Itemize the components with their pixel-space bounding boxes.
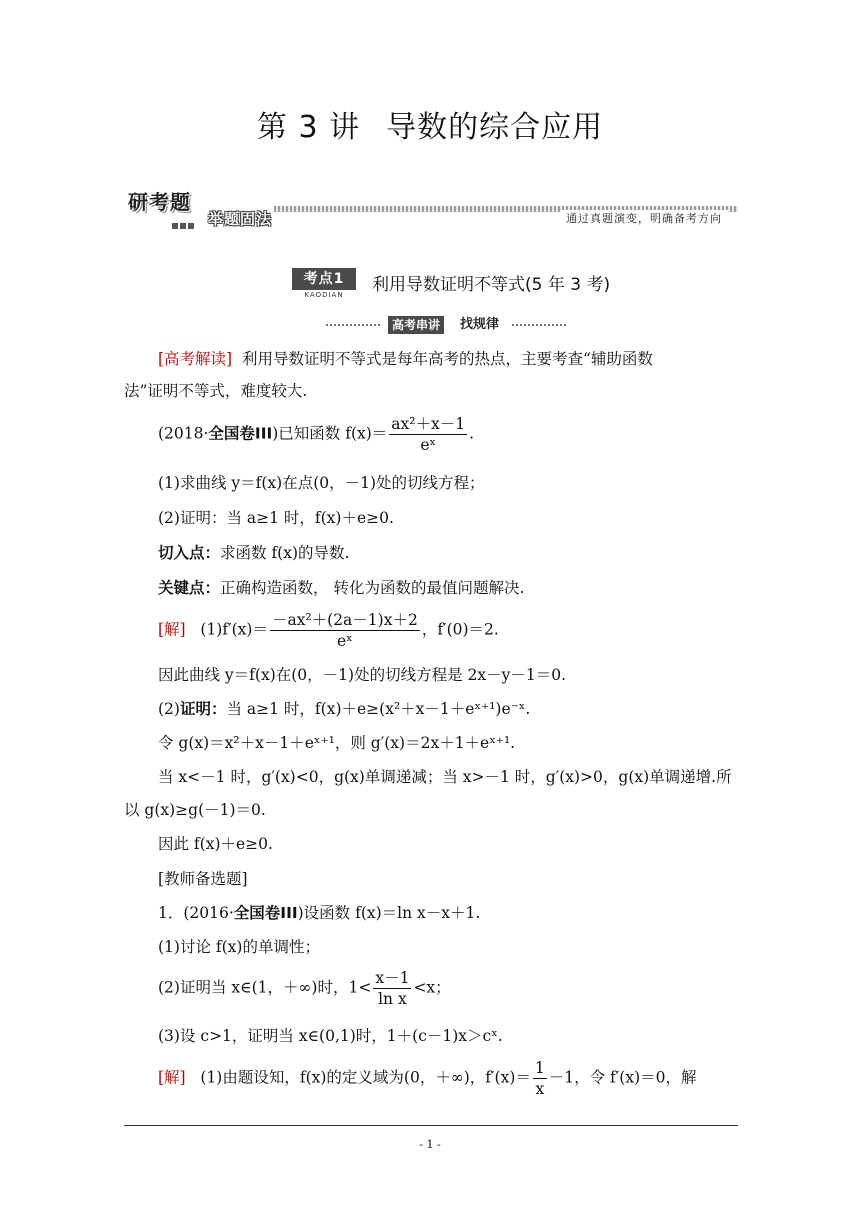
text-span: －1，令 f′(x)＝0，解 xyxy=(548,1068,697,1087)
text-span: 利用导数证明不等式是每年高考的热点，主要考查“辅助函数 xyxy=(241,350,653,368)
text-span: (2018· xyxy=(158,424,209,443)
text-span: (1)f′(x)＝ xyxy=(200,620,268,639)
title-topic: 导数的综合应用 xyxy=(386,110,604,145)
source-label: 全国卷III xyxy=(233,904,298,922)
label-zhengming: 证明： xyxy=(179,700,227,718)
text-span: (2) xyxy=(158,700,180,718)
text-line: 因此曲线 y＝f(x)在(0，－1)处的切线方程是 2x－y－1＝0. xyxy=(158,666,567,684)
numerator: －ax²＋(2a－1)x＋2 xyxy=(271,611,418,629)
kaodian-badge: 考点1 xyxy=(292,268,356,290)
divider-dots-right xyxy=(512,324,568,326)
gaokao-label2: 找规律 xyxy=(460,317,500,332)
title-lecture: 第 3 讲 xyxy=(256,110,361,145)
label-qierudian: 切入点： xyxy=(158,544,221,562)
problem-line xyxy=(158,902,480,924)
text-line: (1)讨论 f(x)的单调性； xyxy=(158,938,320,956)
text-line xyxy=(158,348,653,370)
banner-motto: 通过真题演变，明确备考方向 xyxy=(560,210,728,226)
text-line: (2)证明：当 a≥1 时，f(x)＋e≥0. xyxy=(158,509,394,527)
text-line xyxy=(158,542,349,564)
text-line: 因此 f(x)＋e≥0. xyxy=(158,835,273,853)
text-span: 1．(2016· xyxy=(158,904,234,922)
fraction xyxy=(373,968,411,1009)
gaokao-label: 高考串讲 xyxy=(388,316,444,334)
banner-blocks xyxy=(172,214,202,224)
text-line: 令 g(x)＝x²＋x－1＋eˣ⁺¹，则 g′(x)＝2x＋1＋eˣ⁺¹. xyxy=(158,734,516,752)
text-span: 当 a≥1 时，f(x)＋e≥(x²＋x－1＋eˣ⁺¹)e⁻ˣ. xyxy=(226,700,531,718)
source-label: 全国卷III xyxy=(208,424,273,443)
footer-divider xyxy=(124,1125,738,1126)
text-line: 法”证明不等式，难度较大. xyxy=(124,382,308,400)
text-span: (2)证明当 x∈(1，＋∞)时，1< xyxy=(158,978,372,997)
kaodian-heading: 利用导数证明不等式(5 年 3 考) xyxy=(372,275,611,295)
banner-tag-jutiguFa: 举题固法 xyxy=(208,210,273,228)
banner-tag-yankaoti: 研考题 xyxy=(128,190,191,214)
solution-line xyxy=(158,1058,697,1099)
page-number: - 1 - xyxy=(419,1138,441,1151)
text-span: . xyxy=(469,424,475,443)
divider-dots-left xyxy=(326,324,382,326)
fraction xyxy=(389,414,467,455)
problem-line xyxy=(158,414,474,455)
numerator: x－1 xyxy=(375,969,410,987)
text-line: 当 x<－1 时，g′(x)<0，g(x)单调递减；当 x>－1 时，g′(x)>0，g(x)单调递增.所 xyxy=(158,768,732,786)
text-line xyxy=(158,577,524,599)
kaodian-sub: KAODIAN xyxy=(304,291,344,299)
solution-line xyxy=(158,610,499,651)
numerator: 1 xyxy=(534,1059,545,1077)
text-line xyxy=(158,968,451,1009)
page-title xyxy=(0,102,860,146)
text-span: 求函数 f(x)的导数. xyxy=(220,544,350,562)
text-span: <x； xyxy=(413,978,451,997)
fraction xyxy=(270,610,420,651)
label-guanjiandian: 关键点： xyxy=(158,579,221,597)
text-span: )已知函数 f(x)＝ xyxy=(272,424,388,443)
text-span: ，f′(0)＝2. xyxy=(421,620,499,639)
text-line xyxy=(158,698,530,720)
gaokao-jiedu-label: [高考解读] xyxy=(158,350,233,368)
numerator: ax²＋x－1 xyxy=(391,415,466,433)
fraction xyxy=(533,1058,547,1099)
text-span: 正确构造函数， 转化为函数的最值问题解决. xyxy=(220,579,525,597)
text-span: )设函数 f(x)＝ln x－x＋1. xyxy=(297,904,481,922)
denominator: eˣ xyxy=(337,632,353,650)
denominator: eˣ xyxy=(420,436,437,454)
section-banner xyxy=(124,186,738,228)
text-line: 以 g(x)≥g(－1)＝0. xyxy=(124,801,266,819)
denominator: ln x xyxy=(378,990,407,1008)
text-line: (3)设 c>1，证明当 x∈(0,1)时，1＋(c－1)x＞cˣ. xyxy=(158,1027,503,1045)
text-line: (1)求曲线 y＝f(x)在点(0，－1)处的切线方程； xyxy=(158,474,485,492)
gaokao-divider xyxy=(326,316,566,334)
text-span: (1)由题设知，f(x)的定义域为(0，＋∞)，f′(x)＝ xyxy=(200,1068,531,1087)
teacher-section-heading: [教师备选题] xyxy=(158,870,248,888)
denominator: x xyxy=(535,1080,545,1098)
solution-label: [解] xyxy=(158,620,186,639)
solution-label: [解] xyxy=(158,1068,186,1087)
